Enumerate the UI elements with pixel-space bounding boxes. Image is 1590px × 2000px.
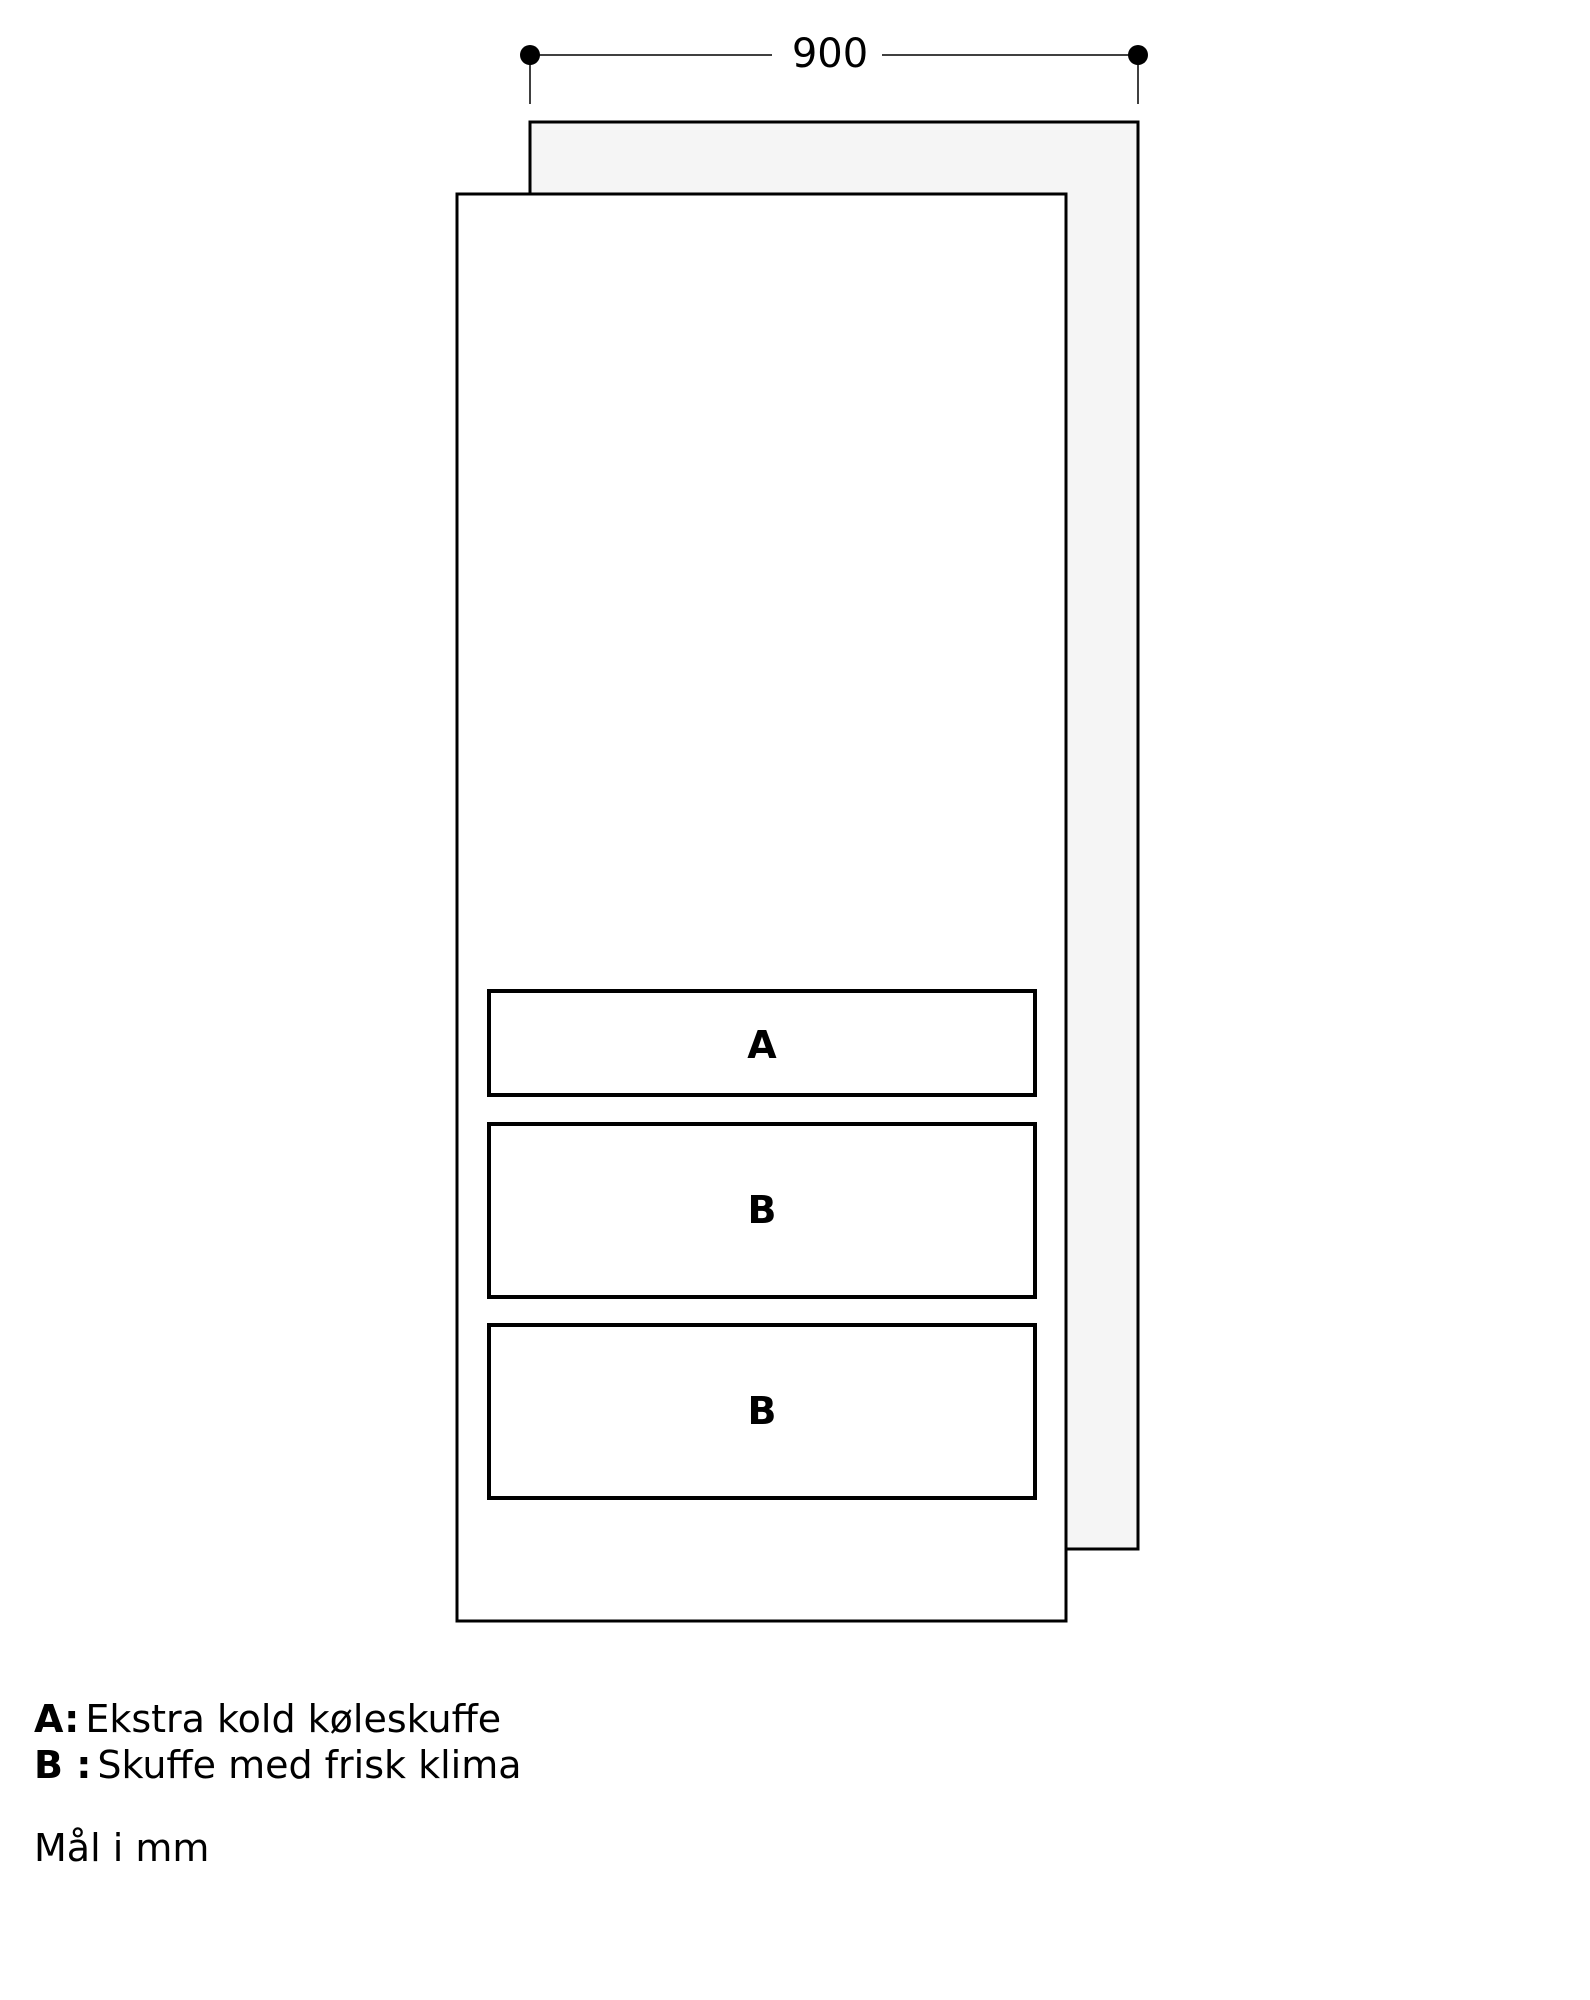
legend-text-b: Skuffe med frisk klima — [97, 1743, 522, 1787]
drawer-a-label: A — [747, 1023, 777, 1067]
legend-key-a: A: — [34, 1697, 80, 1741]
legend-item-b — [34, 1742, 522, 1788]
drawer-b-upper — [489, 1124, 1035, 1297]
dimension-width-label: 900 — [791, 31, 869, 77]
drawer-b-lower-label: B — [747, 1389, 777, 1433]
legend-item-a — [34, 1696, 522, 1742]
drawer-b-lower — [489, 1325, 1035, 1498]
width-dimension — [520, 31, 1148, 104]
legend-key-b: B : — [34, 1743, 92, 1787]
legend — [34, 1696, 522, 1788]
drawer-b-upper-label: B — [747, 1188, 777, 1232]
drawer-a — [489, 991, 1035, 1095]
legend-text-a: Ekstra kold køleskuffe — [85, 1697, 502, 1741]
units-note: Mål i mm — [34, 1826, 210, 1870]
